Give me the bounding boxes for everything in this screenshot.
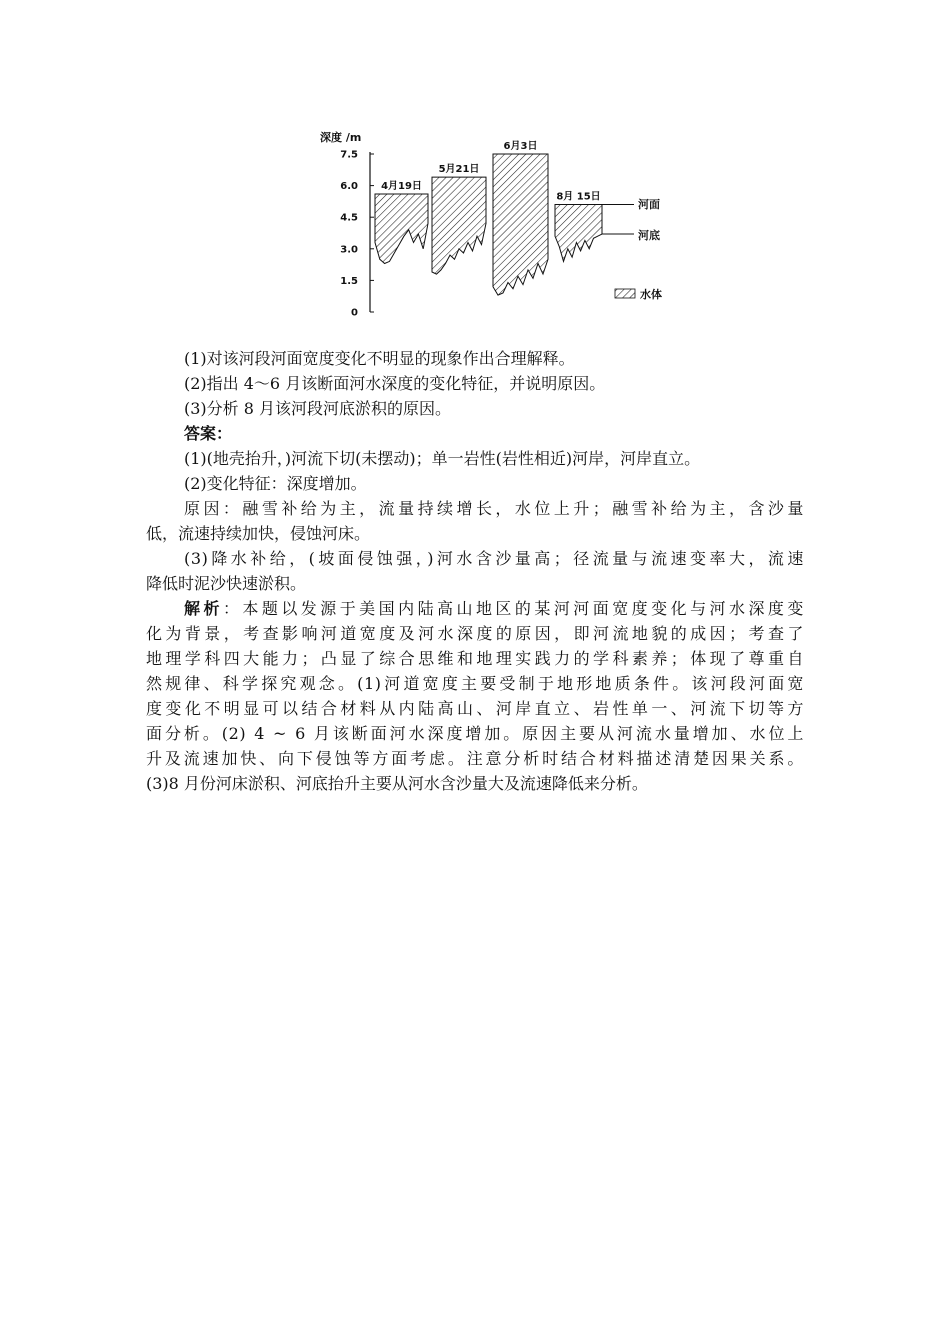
analysis-label: 解析 [184, 599, 223, 618]
water-body-profile [555, 205, 602, 262]
answer-label: 答案： [184, 424, 233, 443]
analysis-line-6: 面分析。(2) 4 ~ 6 月该断面河水深度增加。原因主要从河流水量增加、水位上 [146, 724, 804, 743]
answer-3-line2: 降低时泥沙快速淤积。 [146, 574, 307, 593]
answer-3-line1: (3)降水补给，(坡面侵蚀强，)河水含沙量高；径流量与流速变率大，流速 [184, 549, 804, 568]
analysis-line-4: 然规律、科学探究观念。(1)河道宽度主要受制于地形地质条件。该河段河面宽 [146, 674, 804, 693]
y-tick-label: 0 [351, 307, 358, 319]
y-tick-label: 4.5 [340, 212, 358, 224]
question-2: (2)指出 4～6 月该断面河水深度的变化特征，并说明原因。 [184, 374, 606, 393]
river-depth-chart [300, 118, 700, 328]
legend-swatch [615, 289, 635, 298]
answer-1: (1)(地壳抬升，)河流下切(未摆动)；单一岩性(岩性相近)河岸，河岸直立。 [184, 449, 701, 468]
analysis-line-2: 化为背景，考查影响河道宽度及河水深度的原因，即河流地貌的成因；考查了 [146, 624, 804, 643]
answer-2: (2)变化特征：深度增加。 [184, 474, 367, 493]
y-tick-label: 7.5 [340, 149, 358, 161]
water-body-profile [375, 194, 428, 263]
legend-label: 水体 [640, 288, 662, 301]
date-label: 6月3日 [503, 141, 538, 152]
analysis-line-8: (3)8 月份河床淤积、河底抬升主要从河水含沙量大及流速降低来分析。 [146, 774, 648, 793]
answer-2-reason-line1: 原因：融雪补给为主，流量持续增长，水位上升；融雪补给为主，含沙量 [184, 499, 804, 518]
y-tick-label: 3.0 [340, 244, 358, 256]
date-label: 4月19日 [381, 181, 422, 193]
question-text [146, 346, 804, 796]
analysis-line-1 [146, 596, 804, 621]
y-tick-label: 1.5 [340, 275, 358, 287]
y-tick-label: 6.0 [340, 181, 358, 193]
analysis-text: ：本题以发源于美国内陆高山地区的某河河面宽度变化与河水深度变 [222, 599, 804, 618]
analysis-line-3: 地理学科四大能力；凸显了综合思维和地理实践力的学科素养；体现了尊重自 [146, 649, 804, 668]
water-body-profile [432, 177, 486, 274]
analysis-line-7: 升及流速加快、向下侵蚀等方面考虑。注意分析时结合材料描述清楚因果关系。 [146, 749, 804, 768]
water-body-profile [493, 154, 548, 295]
date-label: 8月 15日 [556, 191, 601, 203]
answer-2-reason-line2: 低，流速持续加快，侵蚀河床。 [146, 524, 371, 543]
date-label: 5月21日 [438, 164, 480, 176]
analysis-line-5: 度变化不明显可以结合材料从内陆高山、河岸直立、岩性单一、河流下切等方 [146, 699, 804, 718]
annotation-bed: 河底 [638, 229, 660, 242]
question-1: (1)对该河段河面宽度变化不明显的现象作出合理解释。 [184, 349, 575, 368]
annotation-surface: 河面 [638, 198, 660, 211]
question-3: (3)分析 8 月该河段河底淤积的原因。 [184, 399, 452, 418]
y-axis-label: 深度 /m [320, 131, 362, 144]
